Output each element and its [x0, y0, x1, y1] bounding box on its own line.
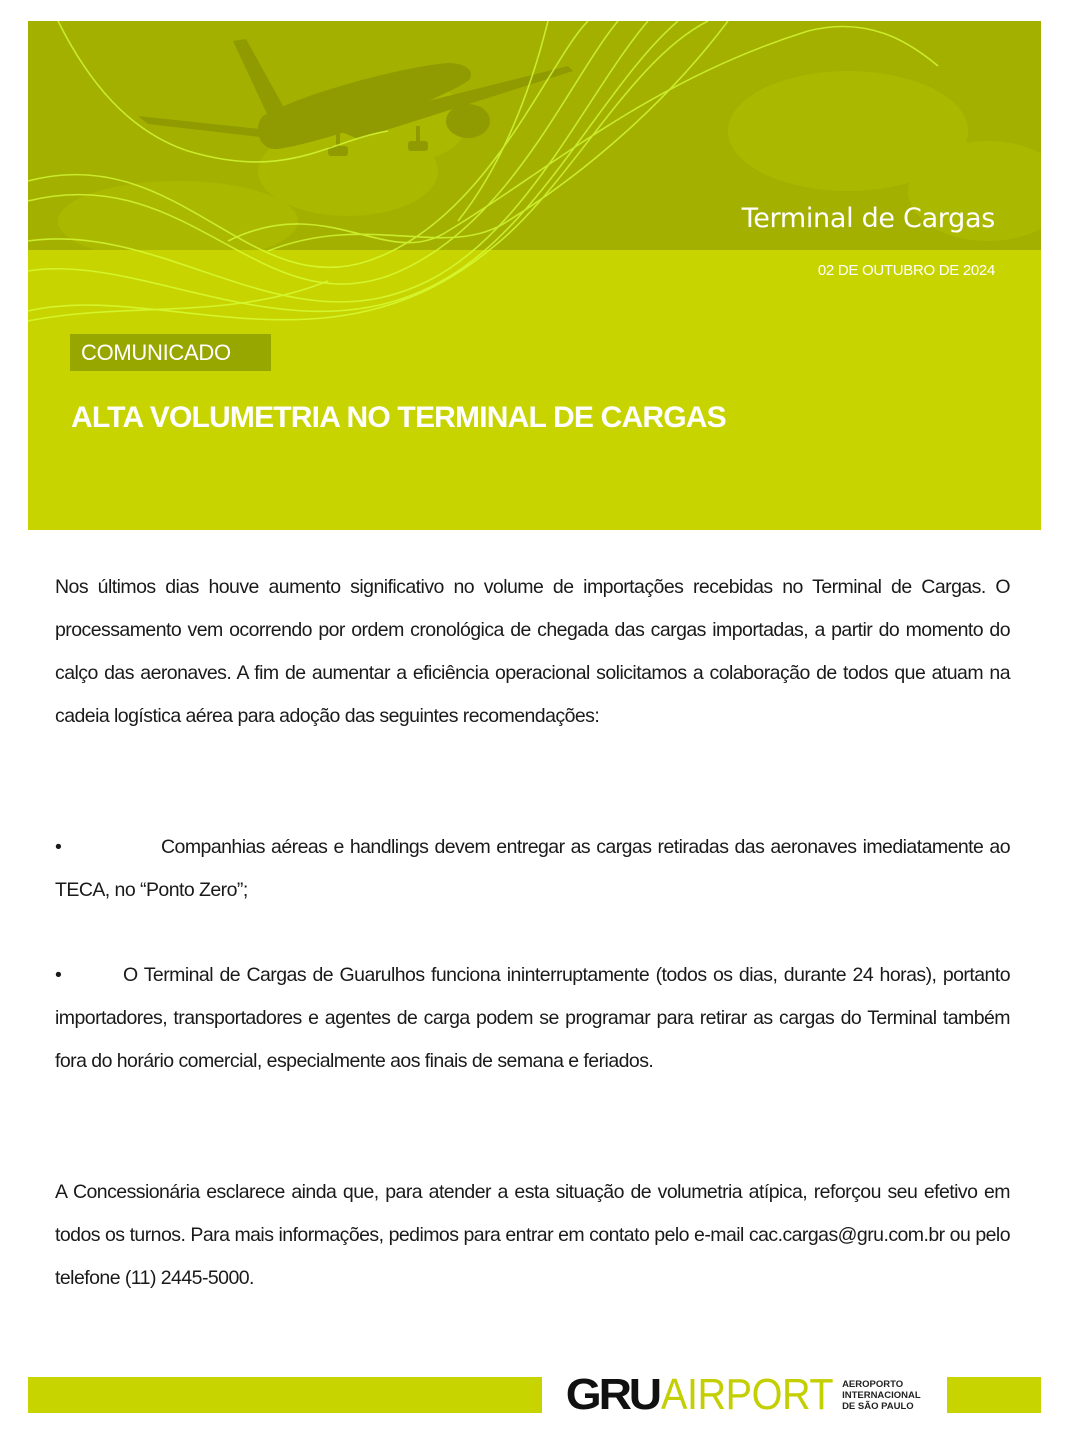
logo-sub-line-1: AEROPORTO	[842, 1378, 904, 1390]
logo-sub-line-2: INTERNACIONAL	[842, 1389, 921, 1401]
document-body	[55, 566, 1010, 1289]
footer-bar-right	[947, 1377, 1041, 1413]
section-title: Terminal de Cargas	[741, 203, 995, 234]
bullet-item-1-text: Companhias aéreas e handlings devem entregar as cargas retiradas das aeronaves imediatamente ao TECA, no “Ponto Zero”;	[55, 836, 1010, 901]
footer-bar-left	[28, 1377, 542, 1413]
comunicado-badge: COMUNICADO	[70, 334, 271, 371]
bullet-item-2-text: O Terminal de Cargas de Guarulhos funciona ininterruptamente (todos os dias, durante 24 horas), portanto importadores, transportadores e agentes de carga podem se programar para retirar as cargas do Terminal também fora do horário comercial, especialmente aos finais de semana e feriados.	[55, 964, 1010, 1072]
bullet-item-2	[55, 954, 1010, 1083]
header-banner	[28, 21, 1041, 530]
gru-airport-logo	[565, 1370, 921, 1420]
contact-paragraph: A Concessionária esclarece ainda que, para atender a esta situação de volumetria atípica, reforçou seu efetivo em todos os turnos. Para mais informações, pedimos para entrar em contato pelo e-mail cac.cargas@gru.com.br ou pelo telefone (11) 2445-5000.	[55, 1181, 1010, 1289]
logo-gru: GRU	[565, 1370, 660, 1419]
intro-paragraph: Nos últimos dias houve aumento significativo no volume de importações recebidas no Terminal de Cargas. O processamento vem ocorrendo por ordem cronológica de chegada das cargas importadas, a partir do momento do calço das aeronaves. A fim de aumentar a eficiência operacional solicitamos a colaboração de todos que atuam na cadeia logística aérea para adoção das seguintes recomendações:	[55, 576, 1010, 727]
logo-subtitle	[842, 1379, 921, 1412]
bullet-icon: •	[55, 836, 62, 858]
bullet-item-1	[55, 826, 1010, 912]
logo-airport: AIRPORT	[660, 1370, 833, 1419]
publication-date: 02 DE OUTUBRO DE 2024	[817, 262, 995, 279]
bullet-icon: •	[55, 964, 62, 986]
headline: ALTA VOLUMETRIA NO TERMINAL DE CARGAS	[71, 401, 726, 434]
logo-sub-line-3: DE SÃO PAULO	[842, 1400, 914, 1412]
